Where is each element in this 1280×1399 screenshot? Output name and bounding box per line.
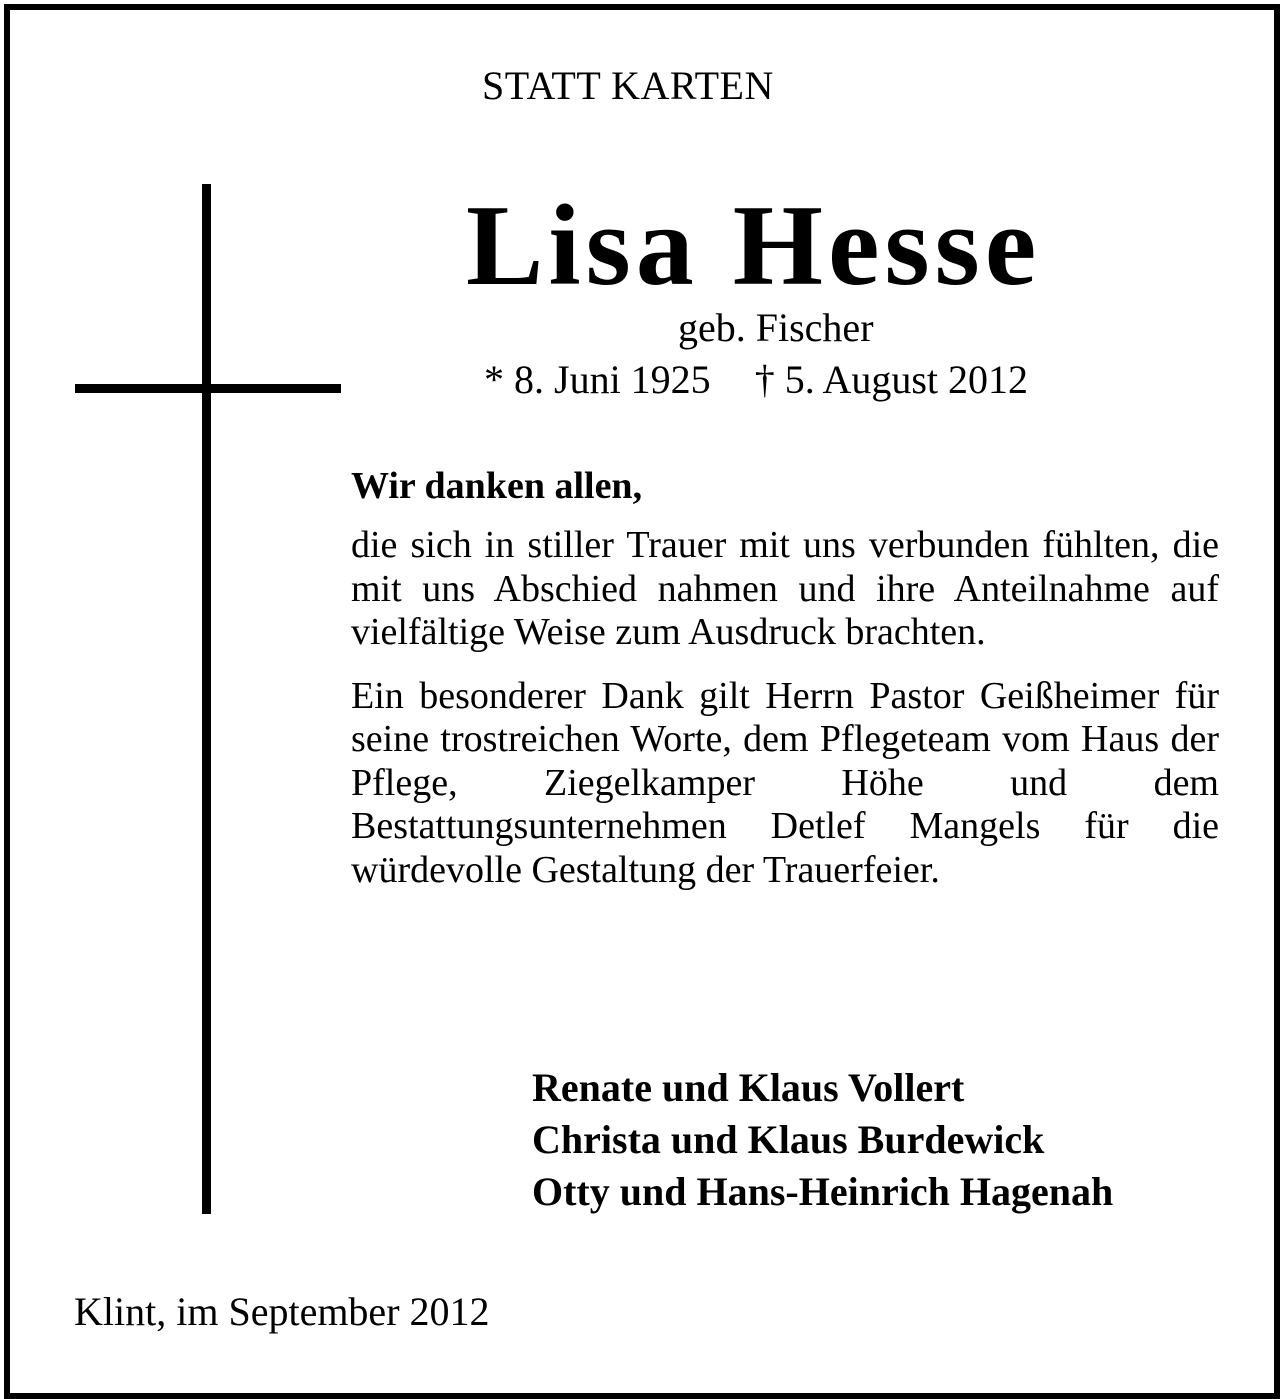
- signature-line: Christa und Klaus Burdewick: [532, 1117, 1045, 1162]
- signature-line: Otty und Hans-Heinrich Hagenah: [532, 1169, 1114, 1214]
- thanks-paragraph-2: Ein besonderer Dank gilt Herrn Pastor Geißheimer für seine trostreichen Worte, dem Pflegeteam vom Haus der Pflege, Ziegelkamper Höhe und dem Bestattungsunternehmen Detlef Mangels für die würdevolle Gestaltung der Trauerfeier.: [351, 674, 1219, 891]
- cross-icon-vertical-bar: [202, 184, 211, 1214]
- signatures-block: [532, 1062, 1113, 1218]
- deceased-name: Lisa Hesse: [466, 182, 1042, 310]
- thanks-message: [351, 464, 1219, 912]
- cross-icon-horizontal-bar: [75, 384, 341, 393]
- life-dates: [484, 357, 1029, 402]
- birth-date: * 8. Juni 1925: [484, 357, 711, 402]
- place-and-date: Klint, im September 2012: [74, 1289, 490, 1334]
- signature-line: Renate und Klaus Vollert: [532, 1065, 965, 1110]
- maiden-name: geb. Fischer: [678, 305, 874, 350]
- thanks-heading: Wir danken allen,: [351, 465, 643, 507]
- notice-header: STATT KARTEN: [482, 63, 774, 108]
- death-date: † 5. August 2012: [754, 357, 1029, 402]
- thanks-paragraph-1: die sich in stiller Trauer mit uns verbunden fühlten, die mit uns Abschied nahmen und ihre Anteilnahme auf vielfältige Weise zum Ausdruck brachten.: [351, 524, 1219, 653]
